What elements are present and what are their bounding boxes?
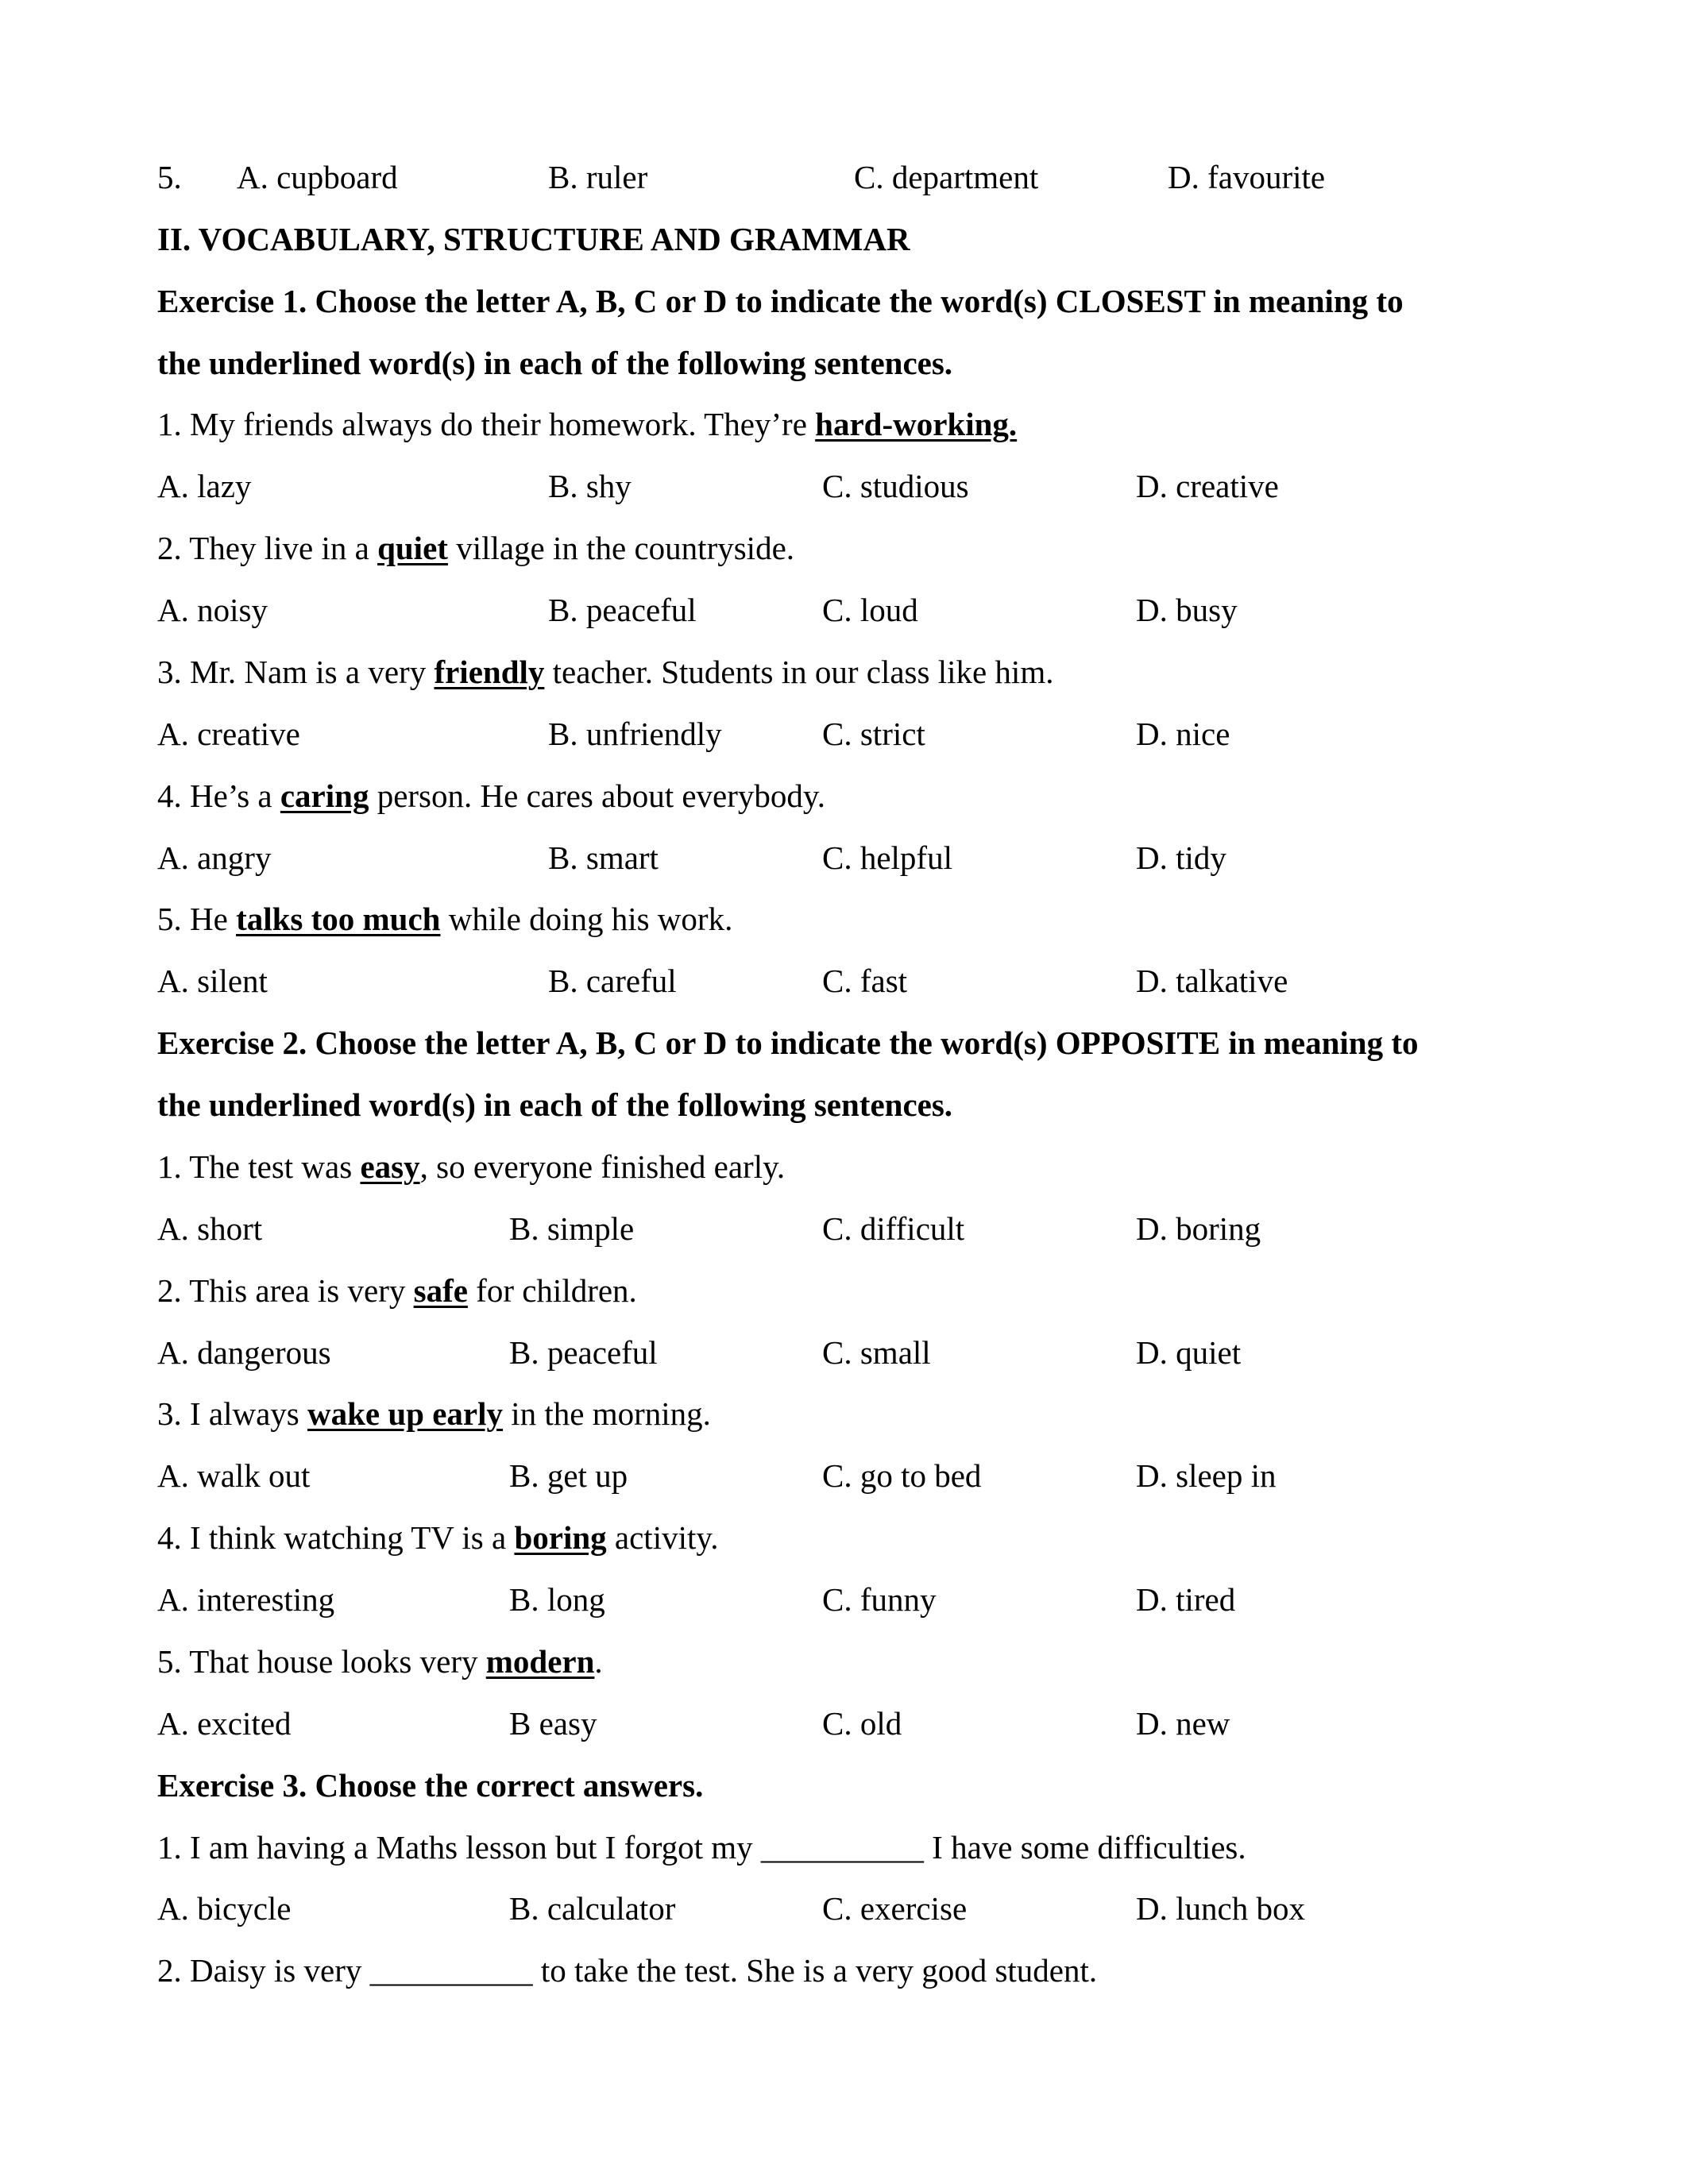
underlined-word: boring: [514, 1519, 607, 1556]
ex1-question-1: [157, 404, 1609, 444]
question-text: person. He cares about everybody.: [369, 778, 825, 814]
ex1-question-2: [157, 528, 1609, 568]
option-d: D. busy: [1136, 592, 1238, 628]
underlined-word: modern: [485, 1643, 595, 1680]
exercise1-instruction-line1: Exercise 1. Choose the letter A, B, C or D to indicate the word(s) CLOSEST in meaning to: [157, 283, 1404, 319]
option-a: A. walk out: [157, 1457, 311, 1494]
option-d: D. tired: [1136, 1581, 1236, 1618]
option-c: C. loud: [822, 592, 918, 628]
question-text: 3. I always: [157, 1395, 308, 1432]
option-b: B. ruler: [548, 159, 648, 195]
option-b: B. smart: [548, 839, 659, 876]
option-c: C. difficult: [822, 1210, 965, 1247]
option-b: B. peaceful: [548, 592, 697, 628]
underlined-word: friendly: [434, 654, 545, 690]
option-a: A. angry: [157, 839, 272, 876]
underlined-word: safe: [413, 1272, 468, 1309]
option-b: B. get up: [509, 1457, 628, 1494]
option-c: C. small: [822, 1334, 931, 1371]
option-c: C. exercise: [822, 1890, 968, 1927]
question-text: activity.: [606, 1519, 719, 1556]
option-a: A. creative: [157, 716, 300, 752]
option-c: C. strict: [822, 716, 925, 752]
question-text: village in the countryside.: [447, 530, 795, 566]
option-d: D. nice: [1136, 716, 1230, 752]
ex2-question-1: [157, 1147, 1609, 1187]
option-a: A. excited: [157, 1705, 292, 1742]
option-b: B easy: [509, 1705, 597, 1742]
option-c: C. fast: [822, 963, 908, 999]
option-b: B. peaceful: [509, 1334, 658, 1371]
ex2-question-4: [157, 1518, 1609, 1557]
question-text: in the morning.: [503, 1395, 711, 1432]
option-c: C. funny: [822, 1581, 937, 1618]
question-text: , so everyone finished early.: [419, 1148, 786, 1185]
section-title: II. VOCABULARY, STRUCTURE AND GRAMMAR: [157, 221, 910, 257]
option-a: A. noisy: [157, 592, 268, 628]
option-a: A. silent: [157, 963, 268, 999]
exercise3-instruction: Exercise 3. Choose the correct answers.: [157, 1767, 704, 1804]
option-b: B. long: [509, 1581, 605, 1618]
option-d: D. boring: [1136, 1210, 1261, 1247]
underlined-word: caring: [280, 778, 369, 814]
option-d: D. favourite: [1168, 159, 1326, 195]
exercise2-instruction-line2: the underlined word(s) in each of the following sentences.: [157, 1086, 953, 1123]
question-text: 4. He’s a: [157, 778, 280, 814]
question-text: 1. My friends always do their homework. They’re: [157, 406, 816, 442]
question-text: .: [594, 1643, 603, 1680]
option-c: C. studious: [822, 468, 969, 504]
question-text: 1. The test was: [157, 1148, 361, 1185]
option-d: D. new: [1136, 1705, 1230, 1742]
exercise2-instruction-line1: Exercise 2. Choose the letter A, B, C or D to indicate the word(s) OPPOSITE in meaning to: [157, 1024, 1419, 1061]
question-text: 5. That house looks very: [157, 1643, 486, 1680]
ex3-question-2: 2. Daisy is very __________ to take the test. She is a very good student.: [157, 1952, 1098, 1989]
underlined-word: wake up early: [307, 1395, 504, 1432]
option-d: D. sleep in: [1136, 1457, 1277, 1494]
underlined-word: quiet: [377, 530, 448, 566]
ex1-question-3: [157, 652, 1609, 692]
ex2-question-3: [157, 1394, 1609, 1433]
option-d: D. tidy: [1136, 839, 1226, 876]
option-a: A. cupboard: [237, 159, 398, 195]
question-text: 5. He: [157, 901, 237, 937]
ex2-question-2: [157, 1271, 1609, 1310]
question-text: for children.: [467, 1272, 637, 1309]
option-a: A. lazy: [157, 468, 252, 504]
question-text: 2. This area is very: [157, 1272, 414, 1309]
question-number: 5.: [157, 159, 182, 195]
option-d: D. creative: [1136, 468, 1279, 504]
option-b: B. unfriendly: [548, 716, 722, 752]
question-text: 4. I think watching TV is a: [157, 1519, 515, 1556]
underlined-word: hard-working.: [815, 406, 1018, 442]
option-a: A. short: [157, 1210, 263, 1247]
option-b: B. careful: [548, 963, 677, 999]
ex1-question-4: [157, 776, 1609, 816]
option-a: A. bicycle: [157, 1890, 292, 1927]
option-d: D. lunch box: [1136, 1890, 1305, 1927]
option-c: C. department: [854, 159, 1039, 195]
option-c: C. go to bed: [822, 1457, 982, 1494]
ex1-question-5: [157, 899, 1609, 939]
question-text: 2. They live in a: [157, 530, 378, 566]
exercise1-instruction-line2: the underlined word(s) in each of the following sentences.: [157, 345, 953, 381]
question-text: 3. Mr. Nam is a very: [157, 654, 435, 690]
ex2-question-5: [157, 1642, 1609, 1681]
option-b: B. shy: [548, 468, 632, 504]
underlined-word: easy: [360, 1148, 420, 1185]
option-a: A. interesting: [157, 1581, 335, 1618]
option-b: B. calculator: [509, 1890, 676, 1927]
option-d: D. quiet: [1136, 1334, 1242, 1371]
option-c: C. helpful: [822, 839, 952, 876]
underlined-word: talks too much: [236, 901, 441, 937]
ex3-question-1: 1. I am having a Maths lesson but I forgot my __________ I have some difficulties.: [157, 1829, 1246, 1866]
option-c: C. old: [822, 1705, 902, 1742]
question-text: while doing his work.: [440, 901, 733, 937]
option-b: B. simple: [509, 1210, 635, 1247]
option-d: D. talkative: [1136, 963, 1288, 999]
option-a: A. dangerous: [157, 1334, 331, 1371]
question-text: teacher. Students in our class like him.: [544, 654, 1054, 690]
